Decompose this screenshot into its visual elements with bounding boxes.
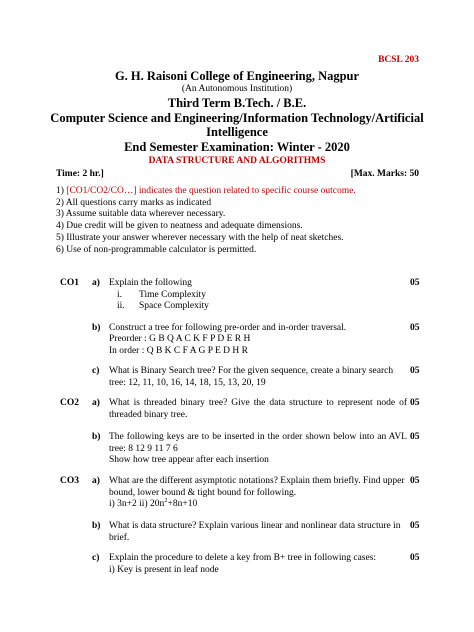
question-text: What are the different asymptotic notations? Explain them briefly. Find upper bound, lower bound & tight bound for following.: [109, 476, 405, 498]
instruction-item: [56, 209, 225, 219]
instruction-number: 2): [56, 198, 66, 208]
question-label: a): [92, 476, 100, 486]
course-outcome-label: CO2: [60, 398, 79, 408]
instruction-text: [CO1/CO2/CO…] indicates the question related to specific course outcome.: [66, 186, 356, 196]
subject-title: DATA STRUCTURE AND ALGORITHMS: [148, 156, 326, 166]
instruction-number: 4): [56, 221, 67, 231]
expression-text: i) 3n+2 ii) 20n: [109, 499, 165, 509]
autonomous-note: (An Autonomous Institution): [181, 84, 293, 94]
inorder-sequence: In order : Q B K C F A G P E D H R: [109, 346, 248, 356]
question-marks: 05: [410, 521, 420, 531]
question-text: The following keys are to be inserted in the order shown below into an AVL tree: 8 12 9 11 7 6: [109, 432, 407, 454]
instruction-text: All questions carry marks as indicated: [65, 198, 212, 208]
question-instruction: Show how tree appear after each insertion: [109, 455, 269, 465]
question-label: c): [92, 366, 100, 376]
time-label: Time: 2 hr.]: [56, 169, 104, 179]
instruction-number: 1): [56, 186, 67, 196]
preorder-sequence: Preorder : G B Q A C K F P D E R H: [109, 334, 251, 344]
question-marks: 05: [410, 476, 420, 486]
question-label: c): [92, 553, 100, 563]
question-marks: 05: [410, 398, 420, 408]
sub-case: i) Key is present in leaf node: [109, 565, 219, 575]
term-title: Third Term B.Tech. / B.E.: [167, 96, 307, 110]
course-outcome-label: CO3: [60, 476, 79, 486]
instruction-text: Due credit will be given to neatness and adequate dimensions.: [66, 221, 303, 231]
instruction-number: 3): [56, 209, 66, 219]
college-name: G. H. Raisoni College of Engineering, Nagpur: [114, 69, 360, 83]
instruction-item: [56, 245, 256, 255]
sub-item-number: ii.: [117, 301, 125, 311]
question-marks: 05: [410, 432, 420, 442]
sub-item-text: Space Complexity: [139, 301, 209, 311]
instruction-text: Assume suitable data wherever necessary.: [65, 209, 226, 219]
instruction-item: [56, 186, 356, 196]
instruction-item: [56, 198, 211, 208]
question-text: Construct a tree for following pre-order and in-order traversal.: [109, 323, 347, 333]
sub-item-number: i.: [117, 290, 123, 300]
question-text: What is Binary Search tree? For the given sequence, create a binary search tree: 12, 11, 10, 16, 14, 18, 15, 13, 20, 19: [109, 366, 394, 388]
question-text: What is threaded binary tree? Give the data structure to represent node of threaded binary tree.: [109, 398, 407, 420]
sub-item: [117, 301, 209, 311]
question-label: b): [92, 432, 101, 442]
question-marks: 05: [410, 278, 420, 288]
department-line-2: Intelligence: [206, 125, 268, 139]
instruction-text: Illustrate your answer wherever necessary with the help of neat sketches.: [66, 233, 344, 243]
question-marks: 05: [410, 366, 420, 376]
sub-item: [117, 290, 206, 300]
course-code: BCSL 203: [378, 55, 419, 65]
exponent: 2: [164, 497, 168, 504]
question-text: Explain the procedure to delete a key from B+ tree in following cases:: [109, 553, 377, 563]
instruction-item: [56, 221, 303, 231]
instruction-number: 5): [56, 233, 67, 243]
question-marks: 05: [410, 553, 420, 563]
instruction-number: 6): [56, 245, 67, 255]
department-line-1: Computer Science and Engineering/Information Technology/Artificial: [50, 111, 424, 125]
question-text: What is data structure? Explain various linear and nonlinear data structure in brief.: [109, 521, 401, 543]
max-marks-label: [Max. Marks: 50: [350, 169, 419, 179]
exam-title: End Semester Examination: Winter - 2020: [124, 140, 350, 154]
question-label: a): [92, 398, 100, 408]
instruction-text: Use of non-programmable calculator is permitted.: [66, 245, 257, 255]
question-text: Explain the following: [109, 278, 192, 288]
instruction-item: [56, 233, 344, 243]
question-label: b): [92, 323, 101, 333]
question-label: a): [92, 278, 100, 288]
expression-text-end: +8n+10: [167, 499, 198, 509]
question-label: b): [92, 521, 101, 531]
sub-item-text: Time Complexity: [139, 290, 206, 300]
course-outcome-label: CO1: [60, 278, 79, 288]
question-marks: 05: [410, 323, 420, 333]
function-expressions: [109, 499, 197, 509]
